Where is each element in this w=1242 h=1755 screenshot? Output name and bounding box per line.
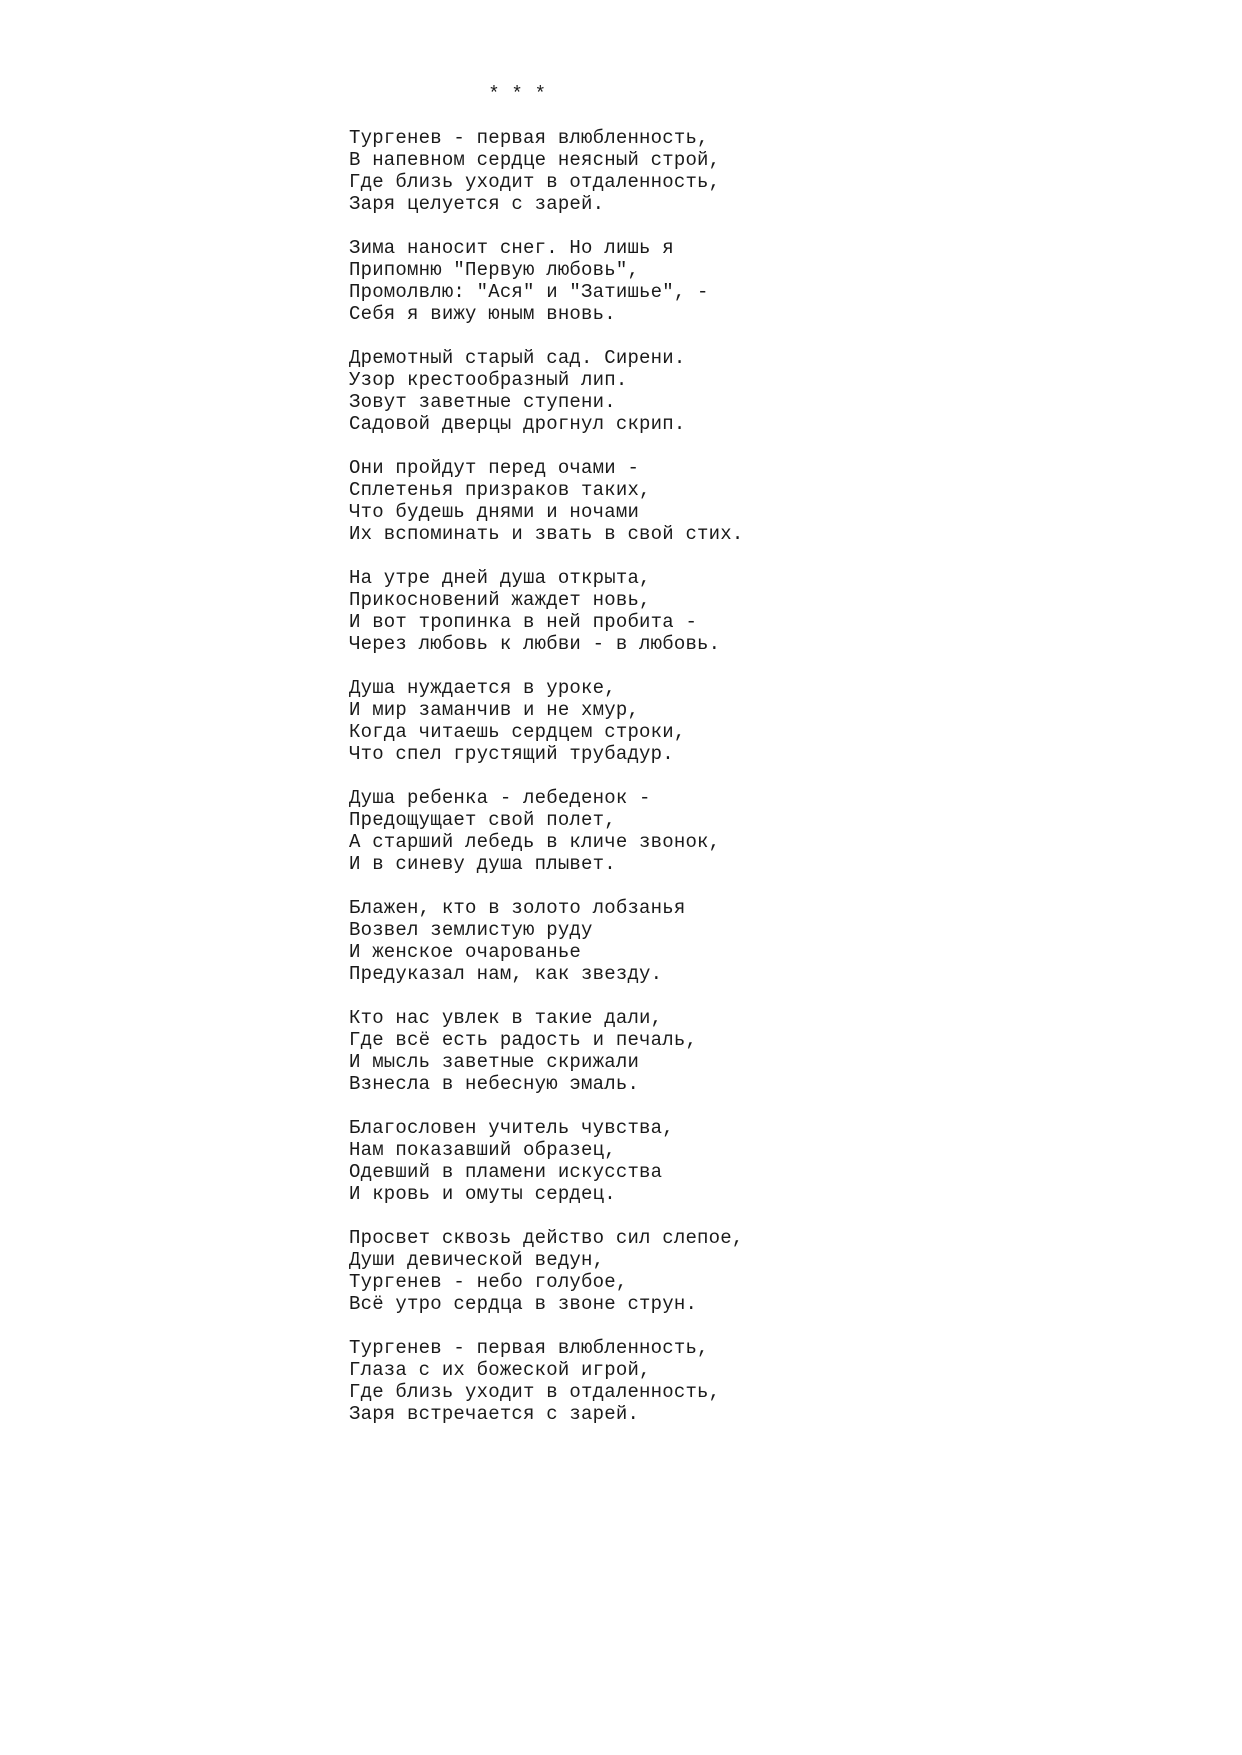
poem-line: И мир заманчив и не хмур, (349, 699, 640, 721)
poem-line: И женское очарованье (349, 941, 582, 963)
poem-line: Где всё есть радость и печаль, (349, 1029, 698, 1051)
stanza (349, 787, 1169, 875)
poem-line: Душа нуждается в уроке, (349, 677, 616, 699)
stanza (349, 897, 1169, 985)
poem-line: Нам показавший образец, (349, 1139, 616, 1161)
stanza (349, 677, 1169, 765)
poem-line: Тургенев - небо голубое, (349, 1271, 628, 1293)
poem-line: И кровь и омуты сердец. (349, 1183, 616, 1205)
poem-line: Когда читаешь сердцем строки, (349, 721, 686, 743)
poem-line: Взнесла в небесную эмаль. (349, 1073, 640, 1095)
poem-line: Блажен, кто в золото лобзанья (349, 897, 686, 919)
poem-line: Тургенев - первая влюбленность, (349, 1337, 709, 1359)
poem-line: Возвел землистую руду (349, 919, 593, 941)
poem-line: Что будешь днями и ночами (349, 501, 640, 523)
poem-line: Узор крестообразный лип. (349, 369, 628, 391)
poem-line: Их вспоминать и звать в свой стих. (349, 523, 744, 545)
poem-line: Заря целуется с зарей. (349, 193, 605, 215)
poem-line: Просвет сквозь действо сил слепое, (349, 1227, 744, 1249)
poem-line: Зима наносит снег. Но лишь я (349, 237, 674, 259)
poem-line: Предощущает свой полет, (349, 809, 616, 831)
stanza (349, 567, 1169, 655)
poem-line: Садовой дверцы дрогнул скрип. (349, 413, 686, 435)
poem-line: И в синеву душа плывет. (349, 853, 616, 875)
poem-line: Где близь уходит в отдаленность, (349, 1381, 721, 1403)
stanza (349, 1337, 1169, 1425)
stanza (349, 1007, 1169, 1095)
stanza (349, 1227, 1169, 1315)
poem-line: Дремотный старый сад. Сирени. (349, 347, 686, 369)
stanza (349, 237, 1169, 325)
stanza (349, 1117, 1169, 1205)
poem-line: В напевном сердце неясный строй, (349, 149, 721, 171)
poem-line: А старший лебедь в кличе звонок, (349, 831, 721, 853)
poem-heading: * * * (349, 83, 547, 105)
poem-line: Души девической ведун, (349, 1249, 605, 1271)
poem-line: Они пройдут перед очами - (349, 457, 640, 479)
stanza (349, 127, 1169, 215)
poem-line: Сплетенья призраков таких, (349, 479, 651, 501)
stanza (349, 457, 1169, 545)
poem-line: Припомню "Первую любовь", (349, 259, 640, 281)
poem-line: Что спел грустящий трубадур. (349, 743, 674, 765)
poem-line: Предуказал нам, как звезду. (349, 963, 663, 985)
poem-line: Промолвлю: "Ася" и "Затишье", - (349, 281, 709, 303)
poem-line: Кто нас увлек в такие дали, (349, 1007, 663, 1029)
poem-line: Глаза с их божеской игрой, (349, 1359, 651, 1381)
poem-line: Одевший в пламени искусства (349, 1161, 663, 1183)
stanza (349, 347, 1169, 435)
poem-line: Всё утро сердца в звоне струн. (349, 1293, 698, 1315)
poem-line: Тургенев - первая влюбленность, (349, 127, 709, 149)
poem-line: Через любовь к любви - в любовь. (349, 633, 721, 655)
poem-line: Зовут заветные ступени. (349, 391, 616, 413)
poem-line: Где близь уходит в отдаленность, (349, 171, 721, 193)
poem-line: Благословен учитель чувства, (349, 1117, 674, 1139)
poem-line: На утре дней душа открыта, (349, 567, 651, 589)
poem-line: Душа ребенка - лебеденок - (349, 787, 651, 809)
poem-line: Прикосновений жаждет новь, (349, 589, 651, 611)
poem-line: Заря встречается с зарей. (349, 1403, 640, 1425)
poem (349, 83, 1169, 1447)
poem-line: И вот тропинка в ней пробита - (349, 611, 698, 633)
poem-line: Себя я вижу юным вновь. (349, 303, 616, 325)
poem-line: И мысль заветные скрижали (349, 1051, 640, 1073)
